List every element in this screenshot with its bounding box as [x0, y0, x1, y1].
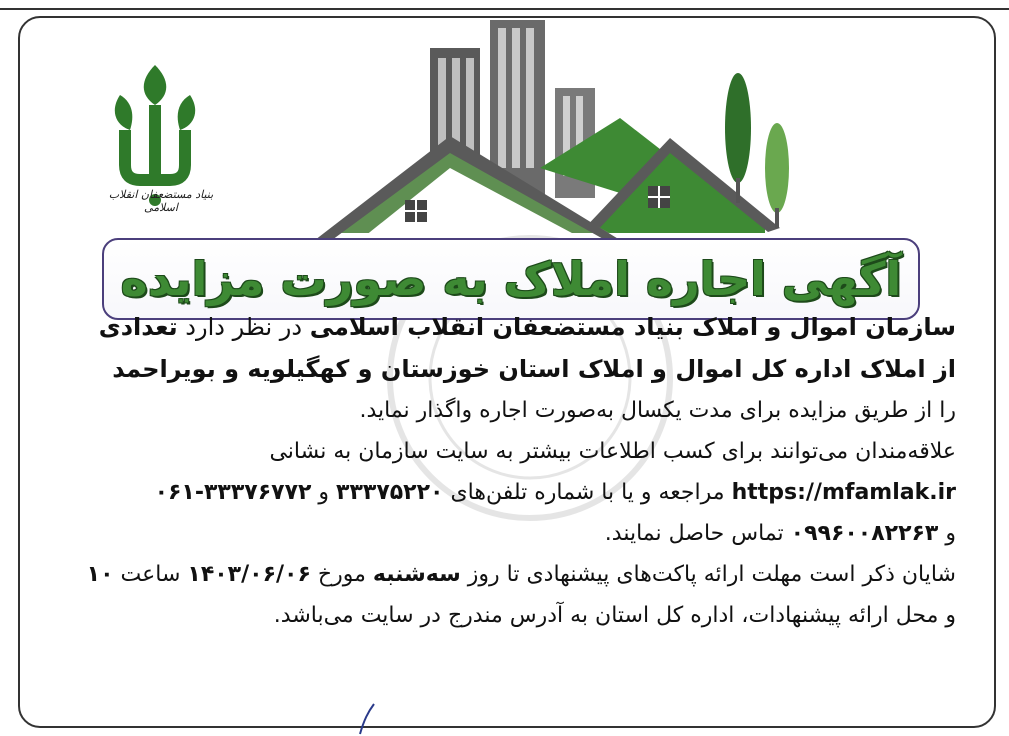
phone-3: ۰۹۹۶۰۰۸۲۲۶۳ — [790, 521, 939, 546]
body-line-8: و محل ارائه پیشنهادات، اداره کل استان به آدرس مندرج در سایت می‌باشد. — [273, 603, 956, 628]
body-line-1 — [26, 306, 956, 348]
body-line-6-prefix: و — [938, 521, 956, 546]
body-line-3: را از طریق مزایده برای مدت یکسال به‌صورت اجاره واگذار نماید. — [359, 398, 956, 423]
body-line-7 — [26, 554, 956, 595]
signature-mark — [350, 700, 390, 736]
deadline-day: سه‌شنبه — [372, 562, 461, 587]
notice-title: آگهی اجاره املاک به صورت مزایده — [120, 252, 902, 306]
deadline-date: ۱۴۰۳/۰۶/۰۶ — [187, 562, 311, 587]
body-line-6-suffix: تماس حاصل نمایند. — [604, 521, 791, 546]
body-line-7-text3: ساعت — [113, 562, 188, 587]
body-line-5 — [26, 472, 956, 513]
body-line-1-bold: تعدادی — [98, 313, 178, 341]
notice-body — [26, 306, 956, 636]
website-link[interactable]: https://mfamlak.ir — [731, 480, 956, 505]
body-line-6 — [26, 513, 956, 554]
body-line-7-text2: مورخ — [310, 562, 373, 587]
body-line-5-and: و — [311, 480, 337, 505]
logo-caption: بنیاد مستضعفان انقلاب اسلامی — [108, 188, 214, 214]
body-line-1-normal: در نظر دارد — [177, 313, 310, 341]
org-name: سازمان اموال و املاک بنیاد مستضعفان انقلاب اسلامی — [309, 313, 956, 341]
phone-1: ۳۳۳۷۵۲۲۰ — [336, 480, 444, 505]
deadline-hour: ۱۰ — [86, 562, 114, 587]
body-line-4: علاقه‌مندان می‌توانند برای کسب اطلاعات بیشتر به سایت سازمان به نشانی — [269, 439, 956, 464]
body-line-7-text1: شایان ذکر است مهلت ارائه پاکت‌های پیشنهادی تا روز — [460, 562, 956, 587]
top-border — [0, 0, 1009, 10]
body-line-2: از املاک اداره کل اموال و املاک استان خوزستان و کهگیلویه و بویراحمد — [112, 355, 956, 383]
body-line-5-text: مراجعه و یا با شماره تلفن‌های — [443, 480, 732, 505]
phone-2: ۳۳۳۷۶۷۷۲-۰۶۱ — [154, 480, 312, 505]
